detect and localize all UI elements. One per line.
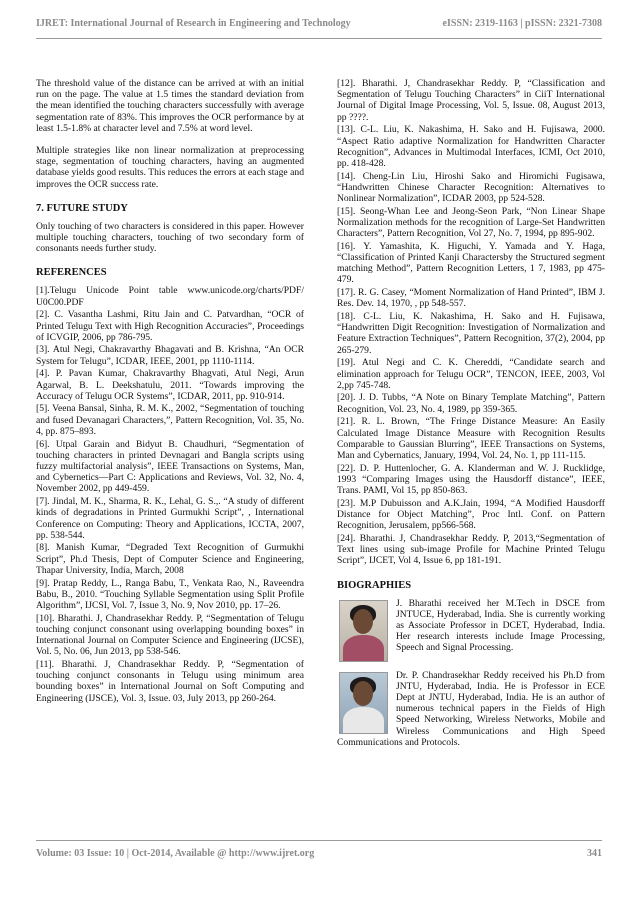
author-bio — [337, 598, 605, 664]
reference-list — [36, 285, 304, 703]
future-study-text: Only touching of two characters is considered in this paper. However multiple touching characters, touching of two secondary form of consonants needs further study. — [36, 220, 304, 255]
reference-item: [18]. C-L. Liu, K. Nakashima, H. Sako and H. Fujisawa, “Handwritten Digit Recognition: Investigation of Normalization and Feature Extraction Techniques”, Pattern Recognition, 37(2), 2004, pp 265-279. — [337, 311, 605, 356]
reference-item: [3]. Atul Negi, Chakravarthy Bhagavati and B. Krishna, “An OCR System for Telugu”, ICDAR, IEEE, 2001, pp 1110-1114. — [36, 344, 304, 367]
page-number: 341 — [587, 848, 602, 859]
reference-item: [4]. P. Pavan Kumar, Chakravarthy Bhagvati, Atul Negi, Arun Agarwal, B. L. Deekshatulu, 2011. “Towards improving the Accuracy of Telugu OCR Systems”, ICDAR, 2011, pp. 910-914. — [36, 368, 304, 402]
reference-item: [5]. Veena Bansal, Sinha, R. M. K., 2002, “Segmentation of touching and fused Devanagari Characters,”, Pattern Recognition, Vol. 35, No. 4, pp. 875–893. — [36, 403, 304, 437]
reference-item: [12]. Bharathi. J, Chandrasekhar Reddy. P, “Classification and Segmentation of Telugu Touching Characters” in CiiT International Journal of Digital Image Processing, Vol. 5, Issue. 08, August 2013, pp ????. — [337, 78, 605, 123]
reference-item: [17]. R. G. Casey, “Moment Normalization of Hand Printed”, IBM J. Res. Dev. 14, 1970, , pp 548-557. — [337, 287, 605, 310]
volume-info: Volume: 03 Issue: 10 | Oct-2014, Available @ http://www.ijret.org — [36, 848, 315, 859]
reference-item: [8]. Manish Kumar, “Degraded Text Recognition of Gurmukhi Script”, Ph.d Thesis, Dept of Computer Science and Engineering, Thapar University, India, March, 2008 — [36, 542, 304, 576]
reference-item: [19]. Atul Negi and C. K. Chereddi, “Candidate search and elimination approach for Telugu OCR”, TENCON, IEEE, 2003, Vol 2,pp 745-748. — [337, 357, 605, 391]
reference-item: [2]. C. Vasantha Lashmi, Ritu Jain and C. Patvardhan, “OCR of Printed Telugu Text with High Recognition Accuracies”, Proceedings of ICVGIP, 2006, pp 786-795. — [36, 309, 304, 343]
biographies-heading: BIOGRAPHIES — [337, 579, 412, 591]
left-column — [36, 78, 304, 705]
reference-item: [15]. Seong-Whan Lee and Jeong-Seon Park, “Non Linear Shape Normalization methods for the recognition of Large-Set Handwritten Characters”, Pattern Recognition, Vol 27, No. 7, 1994, pp 895-902. — [337, 205, 605, 240]
reference-item: [20]. J. D. Tubbs, “A Note on Binary Template Matching”, Pattern Recognition, Vol. 23, No. 4, 1989, pp 359-365. — [337, 392, 605, 415]
reference-item: [22]. D. P. Huttenlocher, G. A. Klanderman and W. J. Rucklidge, 1993 “Comparing Images using the Hausdorff distance”, IEEE, Trans. PAMI, Vol 15, pp 850-863. — [337, 462, 605, 497]
running-header — [36, 14, 602, 36]
reference-item: [21]. R. L. Brown, “The Fringe Distance Measure: An Easily Calculated Image Distance Measure with Recognition Results Comparable to Gaussian Blurring”, IEEE Transactions on Systems, Man and Cybernatics, January, 1994, Vol. 24, No. 1, pp 111-115. — [337, 416, 605, 461]
reference-item: [13]. C-L. Liu, K. Nakashima, H. Sako and H. Fujisawa, 2000. “Aspect Ratio adaptive Normalization for Handwritten Character Recognition”, Advances in Multimodal Interfaces, ICMI, Oct 2010, pp. 418-428. — [337, 124, 605, 169]
issn: eISSN: 2319-1163 | pISSN: 2321-7308 — [442, 18, 602, 29]
author-photo — [339, 600, 388, 662]
footer-rule — [36, 840, 602, 841]
reference-item: [7]. Jindal, M. K., Sharma, R. K., Lehal, G. S.,. “A study of different kinds of degradations in Printed Gurmukhi Script”, , International Conference on Computing: Theory and Applications, ICCTA, 2007, pp. 538-544. — [36, 496, 304, 541]
reference-item: [1].Telugu Unicode Point table www.unicode.org/charts/PDF/ U0C00.PDF — [36, 285, 304, 308]
author-photo — [339, 672, 388, 734]
reference-item: [6]. Utpal Garain and Bidyut B. Chaudhuri, “Segmentation of touching characters in printed Devnagari and Bangla scripts using fuzzy multifactorial analysis”, IEEE Transactions on Systems, Man, and Cybernetics—Part C: Applications and Reviews, Vol. 32, No. 4, November 2002, pp 449-459. — [36, 438, 304, 495]
reference-list — [337, 78, 605, 567]
bio-text: J. Bharathi received her M.Tech in DSCE from JNTUCE, Hyderabad, India. She is currently working as Associate Professor in DCET, Hyderabad, India. Her research interests include Image Processing, Speech and Signal Processing. — [396, 597, 605, 654]
reference-item: [9]. Pratap Reddy, L., Ranga Babu, T., Venkata Rao, N., Raveendra Babu, B., 2010. “Touching Syllable Segmentation using Split Profile Algorithm”, IJCSI, Vol. 7, Issue 3, No. 9, Nov 2010, pp. 17–26. — [36, 577, 304, 611]
reference-item: [11]. Bharathi. J, Chandrasekhar Reddy. P, “Segmentation of touching conjunct consonants in Telugu using minimum area bounding boxes” in International Journal on Soft Computing and Engineering (IJSCE), Vol. 3, Issue. 03, July 2013, pp 260-264. — [36, 658, 304, 704]
header-rule — [36, 38, 602, 39]
author-bio — [337, 670, 605, 748]
right-column — [337, 78, 605, 754]
reference-item: [14]. Cheng-Lin Liu, Hiroshi Sako and Hiromichi Fugisawa, “Handwritten Chinese Character Recognition: Alternatives to Nonlinear Normalization”, ICDAR 2003, pp 524-528. — [337, 170, 605, 205]
reference-item: [24]. Bharathi. J, Chandrasekhar Reddy. P, 2013,“Segmentation of Text lines using sub-image Profile for Machine Printed Telugu Script”, IJCET, Vol 4, Issue 6, pp 181-191. — [337, 532, 605, 567]
journal-name: IJRET: International Journal of Research in Engineering and Technology — [36, 18, 351, 29]
reference-item: [10]. Bharathi. J, Chandrasekhar Reddy. P, “Segmentation of Telugu touching conjunct consonant using overlapping bounding boxes” in International Journal on Computer Science and Engineering (IJCSE), Vol. 5, No. 06, Jun 2013, pp 538-546. — [36, 612, 304, 658]
reference-item: [23]. M.P Dubuisson and A.K.Jain, 1994, “A Modified Hausdorff Distance for Object Matching”, Proc Intl. Conf. on Pattern Recognition, Jerusalem, pp566-568. — [337, 497, 605, 532]
references-heading: REFERENCES — [36, 267, 107, 279]
paragraph: Multiple strategies like non linear normalization at preprocessing stage, segmentation of touching characters, having an augmented database yields good results. This reduces the errors at each stage and improves the OCR success rate. — [36, 145, 304, 190]
paragraph: The threshold value of the distance can be arrived at with an initial run on the page. The value at 1.5 times the standard deviation from the mean identified the touching characters successfully with average segmentation rate of 83%. This improves the OCR performance by at least 1.5-1.8% at character level and 7.5% at word level. — [36, 78, 304, 134]
future-study-heading: 7. FUTURE STUDY — [36, 202, 128, 214]
bio-text: Dr. P. Chandrasekhar Reddy received his Ph.D from JNTU, Hyderabad, India. He is Professor in ECE Dept at JNTU, Hyderabad, India. He is an author of numerous technical papers in the Fields of High Speed Networking, Wireless Networks, Mobile and Wireless Communications and High Speed Communications and Protocols. — [337, 669, 605, 748]
reference-item: [16]. Y. Yamashita, K. Higuchi, Y. Yamada and Y. Haga, “Classification of Printed Kanji Charactersby the Structured segment matching Method”, Pattern Recognition Letters, 1 7, 1983, pp 475-479. — [337, 240, 605, 286]
